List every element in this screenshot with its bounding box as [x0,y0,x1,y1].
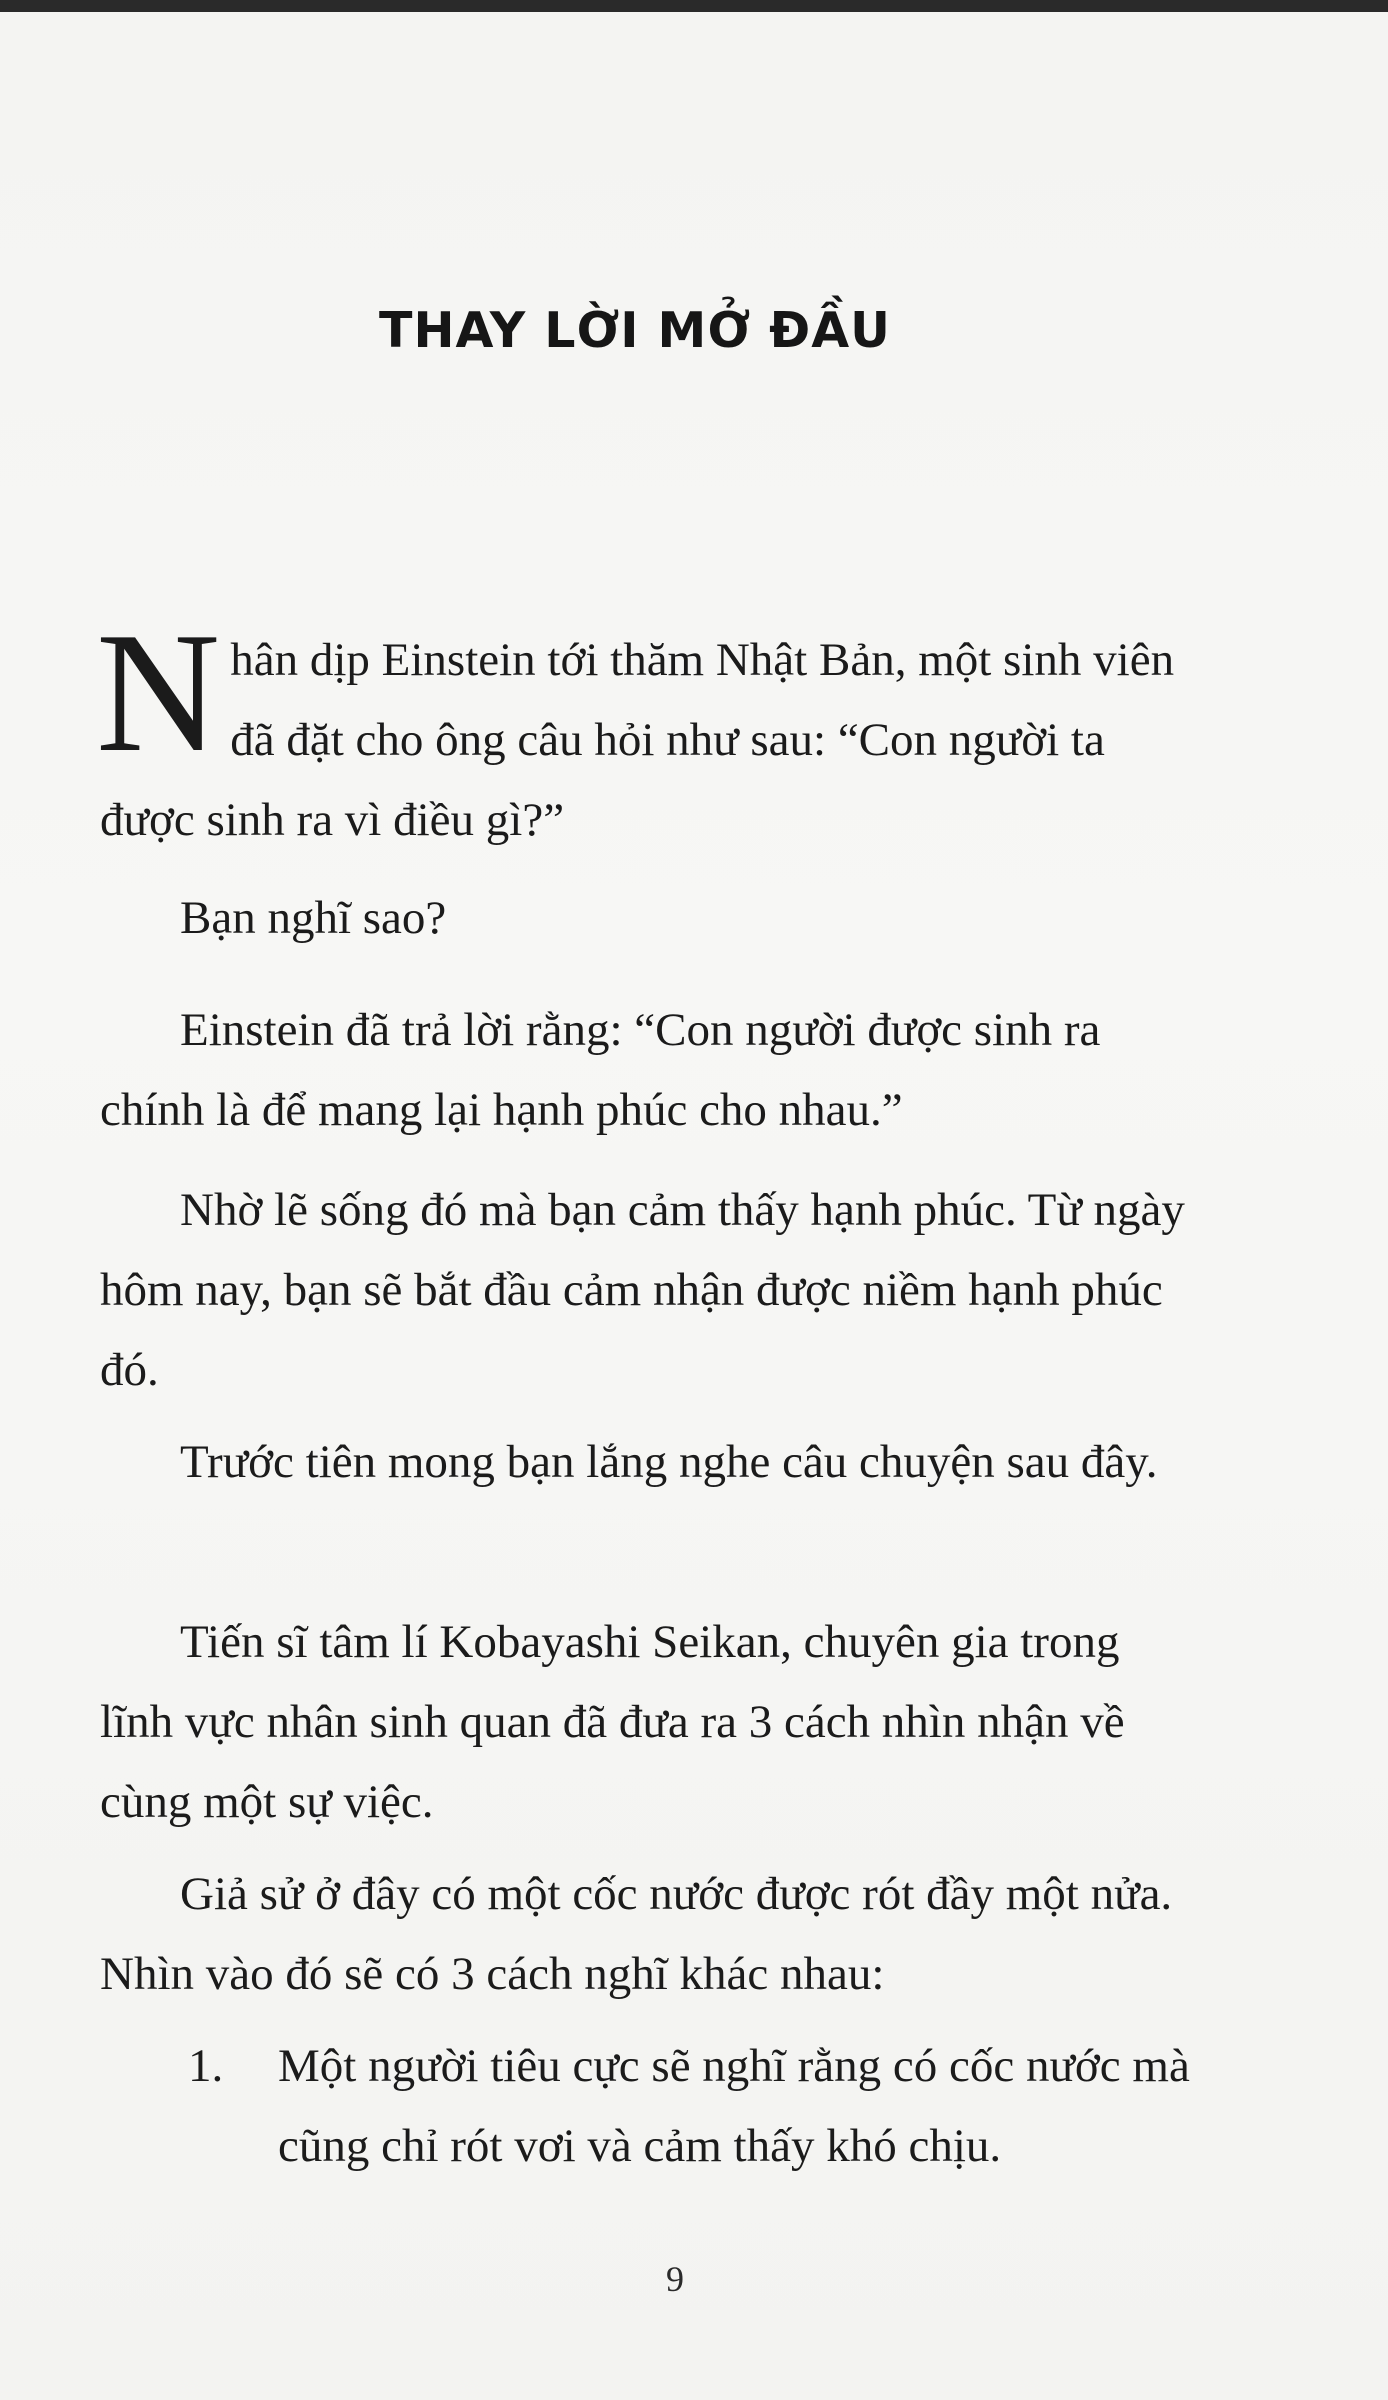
paragraph-glass-of-water: Giả sử ở đây có một cốc nước được rót đầy một nửa. Nhìn vào đó sẽ có 3 cách nghĩ khác nhau: [100,1868,1173,2000]
book-page [0,12,1388,2400]
list-item [190,2026,1220,2186]
paragraph-story-intro: Trước tiên mong bạn lắng nghe câu chuyện sau đây. [180,1436,1158,1488]
opening-paragraph [96,598,1200,860]
page-number: 9 [666,2259,684,2299]
paragraph-kobayashi: Tiến sĩ tâm lí Kobayashi Seikan, chuyên gia trong lĩnh vực nhân sinh quan đã đưa ra 3 cách nhìn nhận về cùng một sự việc. [100,1616,1125,1828]
paragraph-happiness: Nhờ lẽ sống đó mà bạn cảm thấy hạnh phúc. Từ ngày hôm nay, bạn sẽ bắt đầu cảm nhận được niềm hạnh phúc đó. [100,1184,1185,1396]
drop-cap: N [96,598,221,788]
list-item-text: Một người tiêu cực sẽ nghĩ rằng có cốc nước mà cũng chỉ rót vơi và cảm thấy khó chịu. [278,2040,1190,2172]
list-item-number: 1. [188,2040,224,2092]
paragraph-einstein-answer: Einstein đã trả lời rằng: “Con người được sinh ra chính là để mang lại hạnh phúc cho nhau.” [100,1004,1101,1136]
chapter-title: THAY LỜI MỞ ĐẦU [379,302,891,359]
paragraph-question: Bạn nghĩ sao? [180,892,447,944]
opening-paragraph-text: hân dịp Einstein tới thăm Nhật Bản, một sinh viên đã đặt cho ông câu hỏi như sau: “Con người ta được sinh ra vì điều gì?” [100,634,1175,846]
